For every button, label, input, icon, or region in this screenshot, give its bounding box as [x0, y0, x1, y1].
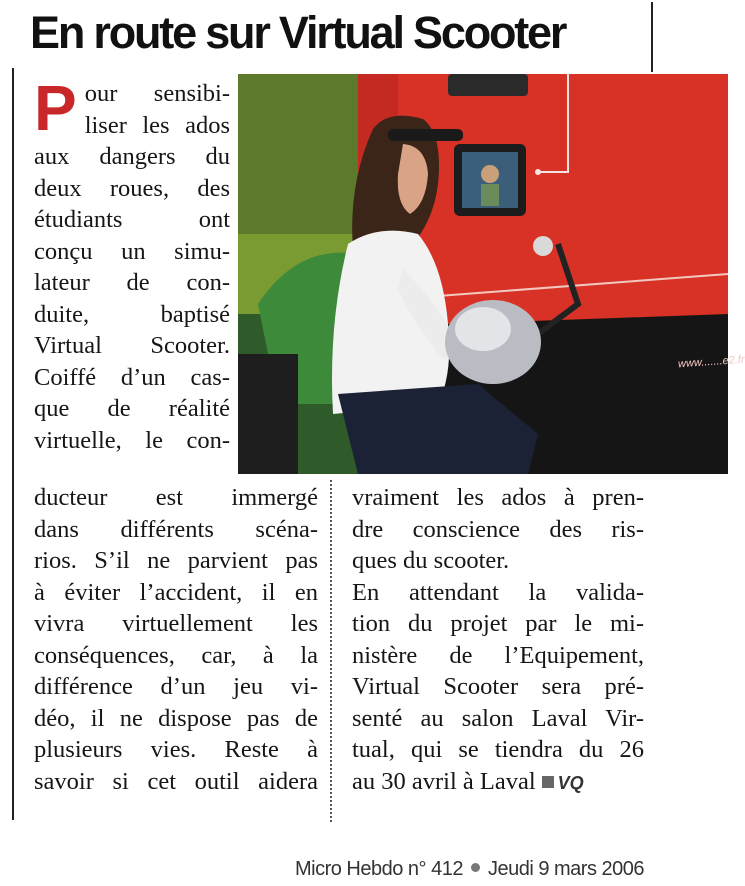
text-column-1-top	[34, 72, 230, 456]
text-line: nistère de l’Equipement,	[352, 641, 644, 669]
text-line-final	[352, 766, 644, 800]
column-separator	[330, 480, 332, 822]
right-rule	[651, 2, 653, 72]
page-footer	[0, 858, 644, 881]
text-line: plusieurs vies. Reste à	[34, 736, 318, 763]
text-column-1-bottom	[34, 482, 318, 797]
text-line: conséquences, car, à la	[34, 641, 318, 669]
text-line: Coiffé d’un cas-	[34, 363, 230, 391]
text-line: vraiment les ados à pren-	[352, 484, 644, 511]
text-line: Virtual Scooter.	[34, 332, 230, 359]
text-column-2	[352, 482, 644, 799]
text-line: dre conscience des ris-	[352, 515, 644, 543]
author-signature: VQ	[557, 772, 584, 793]
bullet-icon	[471, 863, 480, 872]
text-line: Virtual Scooter sera pré-	[352, 673, 644, 700]
publication-date: Jeudi 9 mars 2006	[487, 858, 644, 880]
text-line: tual, qui se tiendra du 26	[352, 736, 644, 763]
text-line: duite, baptisé	[34, 300, 230, 328]
article-photo	[238, 74, 745, 474]
end-mark-icon	[542, 776, 554, 788]
left-rule	[12, 68, 14, 820]
text-line: tion du projet par le mi-	[352, 610, 644, 637]
text-line: différence d’un jeu vi-	[34, 673, 318, 700]
text-line: ducteur est immergé	[34, 484, 318, 511]
text-line: deux roues, des	[34, 174, 230, 202]
text-line: vivra virtuellement les	[34, 610, 318, 637]
text-line: conçu un simu-	[34, 237, 230, 265]
text-line: ques du scooter.	[352, 547, 510, 574]
text-line: rios. S’il ne parvient pas	[34, 547, 318, 574]
publication-name: Micro Hebdo n° 412	[294, 858, 463, 880]
text-line: savoir si cet outil aidera	[34, 767, 318, 795]
text-line: virtuelle, le con-	[34, 426, 230, 454]
text-line: au 30 avril à Laval	[352, 767, 536, 795]
text-line: que de réalité	[34, 395, 230, 422]
text-line: senté au salon Laval Vir-	[352, 704, 644, 732]
text-line: aux dangers du	[34, 143, 230, 170]
text-line: à éviter l’accident, il en	[34, 578, 318, 606]
headline: En route sur Virtual Scooter	[30, 7, 566, 58]
text-line: liser les ados	[84, 111, 230, 139]
text-line: our sensibi-	[84, 80, 230, 107]
text-line: étudiants ont	[34, 206, 230, 233]
text-line: dans différents scéna-	[34, 515, 318, 543]
dropcap: P	[34, 72, 77, 144]
text-line: lateur de con-	[34, 269, 230, 296]
photo-url-text: www.......e2.fr	[677, 353, 745, 371]
text-line: En attendant la valida-	[352, 578, 644, 606]
text-line: déo, il ne dispose pas de	[34, 704, 318, 732]
